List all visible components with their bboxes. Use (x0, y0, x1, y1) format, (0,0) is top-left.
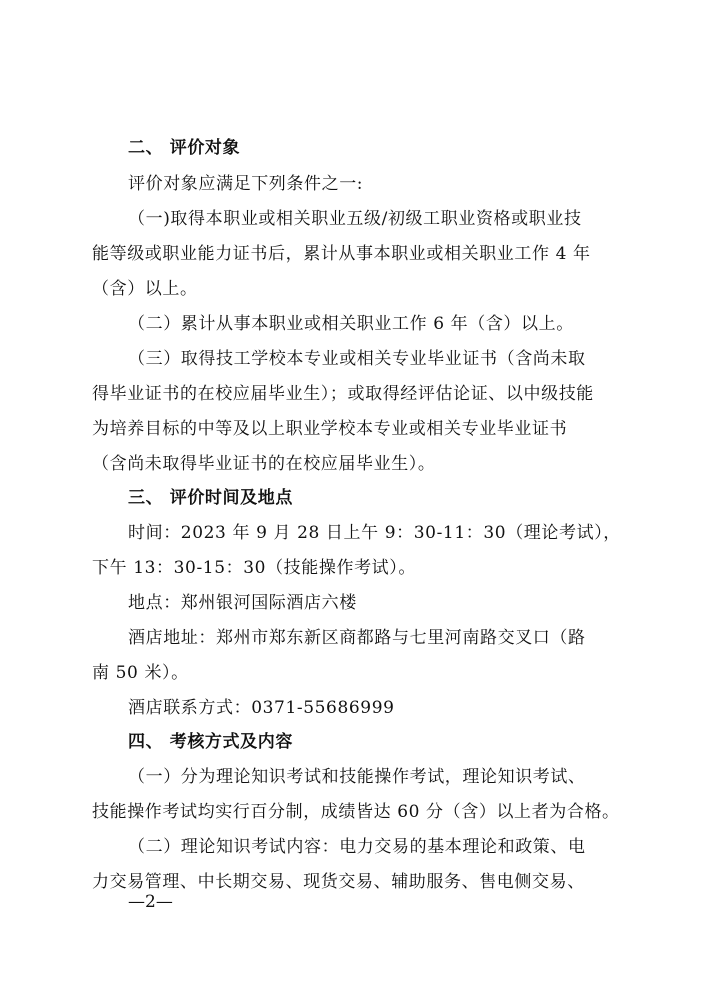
paragraph-line: 酒店联系方式：0371-55686999 (128, 698, 395, 718)
paragraph-line: 时间：2023 年 9 月 28 日上午 9：30-11：30（理论考试）， (128, 523, 621, 543)
paragraph-line: （一）分为理论知识考试和技能操作考试，理论知识考试、 (128, 767, 586, 787)
paragraph-line: 下午 13：30-15：30（技能操作考试）。 (92, 558, 416, 578)
paragraph-line: 地点：郑州银河国际酒店六楼 (128, 593, 357, 613)
paragraph-line: 酒店地址：郑州市郑东新区商都路与七里河南路交叉口（路 (128, 628, 586, 648)
page-number: —2— (128, 892, 173, 912)
paragraph-line: 力交易管理、中长期交易、现货交易、辅助服务、售电侧交易、 (92, 872, 585, 892)
section-heading-assessment-method: 四、 考核方式及内容 (128, 732, 293, 752)
paragraph-line: 评价对象应满足下列条件之一: (128, 174, 364, 194)
paragraph-line: 为培养目标的中等及以上职业学校本专业或相关专业毕业证书 (92, 419, 568, 439)
section-heading-evaluation-time-location: 三、 评价时间及地点 (128, 488, 293, 508)
paragraph-line: （二）累计从事本职业或相关职业工作 6 年（含）以上。 (128, 314, 574, 334)
paragraph-line: （三）取得技工学校本专业或相关专业毕业证书（含尚未取 (128, 349, 586, 369)
section-heading-evaluation-target: 二、 评价对象 (128, 138, 241, 158)
paragraph-line: 得毕业证书的在校应届毕业生）；或取得经评估论证、以中级技能 (92, 384, 594, 404)
paragraph-line: 技能操作考试均实行百分制，成绩皆达 60 分（含）以上者为合格。 (92, 802, 620, 822)
paragraph-line: （含）以上。 (92, 279, 198, 299)
paragraph-line: （含尚未取得毕业证书的在校应届毕业生）。 (92, 454, 436, 474)
paragraph-line: （一)取得本职业或相关职业五级/初级工职业资格或职业技 (128, 209, 582, 229)
paragraph-line: 能等级或职业能力证书后，累计从事本职业或相关职业工作 4 年 (92, 244, 591, 264)
paragraph-line: （二）理论知识考试内容：电力交易的基本理论和政策、电 (128, 837, 586, 857)
paragraph-line: 南 50 米）。 (92, 663, 189, 683)
